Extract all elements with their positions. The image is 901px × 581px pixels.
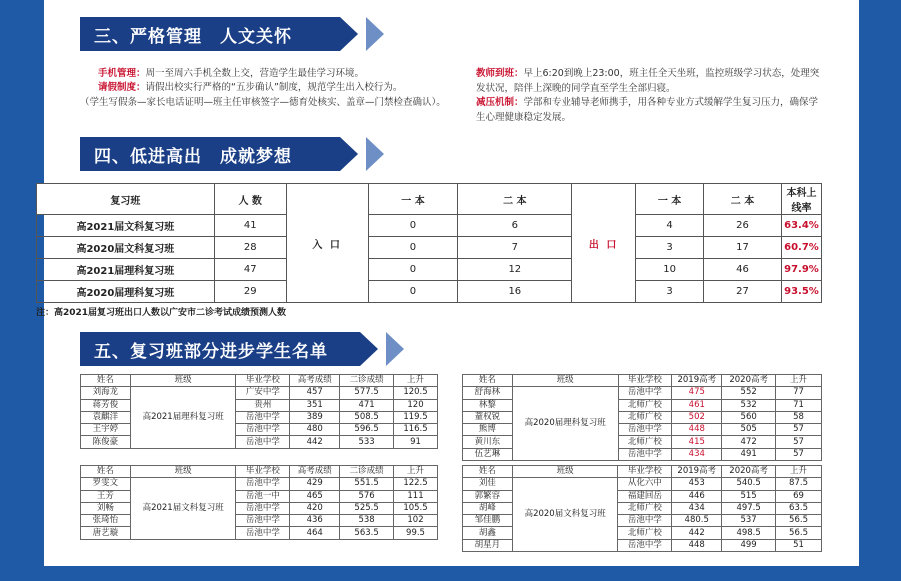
score-a: 448 bbox=[672, 424, 722, 436]
out-tier1: 3 bbox=[636, 281, 704, 303]
student-name: 蕫权锐 bbox=[463, 411, 513, 423]
score-b: 491 bbox=[722, 448, 776, 460]
col-class: 班级 bbox=[512, 375, 618, 387]
pass-rate: 63.4% bbox=[781, 215, 821, 237]
pass-rate: 97.9% bbox=[781, 259, 821, 281]
score-a: 465 bbox=[290, 490, 340, 502]
header-out-tier2: 二 本 bbox=[704, 184, 782, 215]
pass-rate: 93.5% bbox=[781, 281, 821, 303]
school: 岳池中学 bbox=[618, 539, 672, 551]
table-header-row bbox=[37, 184, 822, 215]
score-b: 532 bbox=[722, 399, 776, 411]
table-row bbox=[37, 215, 822, 237]
in-tier1: 0 bbox=[368, 215, 458, 237]
table-header-row bbox=[81, 466, 438, 478]
class-name: 高2020届理科复习班 bbox=[512, 387, 618, 461]
count: 28 bbox=[214, 237, 286, 259]
score-b: 471 bbox=[340, 399, 394, 411]
student-name: 唐艺璇 bbox=[81, 527, 131, 539]
count: 29 bbox=[214, 281, 286, 303]
section-title-4: 四、低进高出 成就梦想 bbox=[80, 137, 340, 171]
student-name: 张琦怡 bbox=[81, 515, 131, 527]
school: 岳池中学 bbox=[618, 515, 672, 527]
leave-policy bbox=[98, 80, 448, 95]
in-tier2: 6 bbox=[458, 215, 572, 237]
table-row bbox=[37, 259, 822, 281]
score-b: 505 bbox=[722, 424, 776, 436]
out-tier2: 27 bbox=[704, 281, 782, 303]
score-a: 429 bbox=[290, 478, 340, 490]
school: 岳池中学 bbox=[236, 515, 290, 527]
col-class: 班级 bbox=[512, 466, 618, 478]
student-name: 胡峰 bbox=[463, 502, 513, 514]
col-name: 姓名 bbox=[463, 466, 513, 478]
section-banner-3 bbox=[80, 17, 340, 51]
school: 岳池中学 bbox=[236, 411, 290, 423]
score-b: 508.5 bbox=[340, 411, 394, 423]
pass-rate: 60.7% bbox=[781, 237, 821, 259]
header-in-tier1: 一 本 bbox=[368, 184, 458, 215]
score-a: 436 bbox=[290, 515, 340, 527]
out-tier1: 4 bbox=[636, 215, 704, 237]
school: 岳池中学 bbox=[618, 424, 672, 436]
school: 岳池中学 bbox=[618, 387, 672, 399]
class-name: 高2021届文科复习班 bbox=[130, 478, 236, 539]
col-name: 姓名 bbox=[81, 375, 131, 387]
score-b: 552 bbox=[722, 387, 776, 399]
table-header-row bbox=[463, 466, 822, 478]
section-banner-5 bbox=[80, 332, 360, 366]
out-tier2: 17 bbox=[704, 237, 782, 259]
table-note: 注：高2021届复习班出口人数以广安市二诊考试成绩预测人数 bbox=[36, 308, 287, 318]
teacher-text: 早上6:20到晚上23:00，班主任全天坐班，监控班级学习状态，处理突发状况，陪伴上深晚的同学直至学生全部归寝。 bbox=[476, 68, 820, 94]
rise: 51 bbox=[776, 539, 822, 551]
school: 北师广校 bbox=[618, 502, 672, 514]
col-erzhen: 二诊成绩 bbox=[340, 466, 394, 478]
rise: 105.5 bbox=[394, 502, 438, 514]
col-2019: 2019高考 bbox=[672, 466, 722, 478]
school: 北师广校 bbox=[618, 411, 672, 423]
score-b: 498.5 bbox=[722, 527, 776, 539]
score-a: 475 bbox=[672, 387, 722, 399]
score-b: 551.5 bbox=[340, 478, 394, 490]
col-name: 姓名 bbox=[463, 375, 513, 387]
score-a: 461 bbox=[672, 399, 722, 411]
leave-text: 请假出校实行严格的“五步确认”制度，规范学生出入校行为。 bbox=[145, 82, 403, 93]
section-banner-4 bbox=[80, 137, 340, 171]
in-tier2: 7 bbox=[458, 237, 572, 259]
rise: 56.5 bbox=[776, 527, 822, 539]
score-a: 442 bbox=[672, 527, 722, 539]
student-name: 郭繁容 bbox=[463, 490, 513, 502]
rise: 71 bbox=[776, 399, 822, 411]
score-a: 464 bbox=[290, 527, 340, 539]
results-table bbox=[36, 183, 822, 303]
rise: 120 bbox=[394, 399, 438, 411]
rise: 63.5 bbox=[776, 502, 822, 514]
student-name: 胡星月 bbox=[463, 539, 513, 551]
section-title-5: 五、复习班部分进步学生名单 bbox=[80, 332, 360, 366]
score-b: 540.5 bbox=[722, 478, 776, 490]
phone-keyword: 手机管理： bbox=[98, 68, 146, 79]
class-name: 高2021届理科复习班 bbox=[37, 259, 215, 281]
school: 岳池中学 bbox=[236, 478, 290, 490]
out-tier1: 10 bbox=[636, 259, 704, 281]
col-school: 毕业学校 bbox=[618, 466, 672, 478]
col-rise: 上升 bbox=[776, 466, 822, 478]
score-a: 434 bbox=[672, 502, 722, 514]
score-b: 538 bbox=[340, 515, 394, 527]
score-a: 446 bbox=[672, 490, 722, 502]
table-row bbox=[463, 478, 822, 490]
table-header-row bbox=[81, 375, 438, 387]
table-2021-science bbox=[80, 374, 438, 449]
student-name: 黄川东 bbox=[463, 436, 513, 448]
col-name: 姓名 bbox=[81, 466, 131, 478]
score-b: 497.5 bbox=[722, 502, 776, 514]
out-tier2: 26 bbox=[704, 215, 782, 237]
teacher-keyword: 教师到班： bbox=[476, 68, 524, 79]
rise: 57 bbox=[776, 436, 822, 448]
exit-label: 出 口 bbox=[572, 184, 636, 303]
score-b: 515 bbox=[722, 490, 776, 502]
phone-policy bbox=[98, 66, 448, 81]
class-name: 高2020届文科复习班 bbox=[37, 237, 215, 259]
rise: 116.5 bbox=[394, 424, 438, 436]
rise: 56.5 bbox=[776, 515, 822, 527]
score-b: 563.5 bbox=[340, 527, 394, 539]
table-2020-science bbox=[462, 374, 822, 461]
header-rate: 本科上线率 bbox=[781, 184, 821, 215]
school: 岳池中学 bbox=[236, 424, 290, 436]
col-2020: 2020高考 bbox=[722, 466, 776, 478]
col-rise: 上升 bbox=[394, 466, 438, 478]
score-a: 453 bbox=[672, 478, 722, 490]
class-name: 高2021届文科复习班 bbox=[37, 215, 215, 237]
score-a: 415 bbox=[672, 436, 722, 448]
leave-keyword: 请假制度： bbox=[98, 82, 146, 93]
col-class: 班级 bbox=[130, 375, 236, 387]
rise: 111 bbox=[394, 490, 438, 502]
student-name: 伍艺琳 bbox=[463, 448, 513, 460]
score-a: 351 bbox=[290, 399, 340, 411]
col-class: 班级 bbox=[130, 466, 236, 478]
col-erzhen: 二诊成绩 bbox=[340, 375, 394, 387]
student-name: 袁麒洋 bbox=[81, 411, 131, 423]
school: 岳池中学 bbox=[236, 436, 290, 448]
header-count: 人 数 bbox=[214, 184, 286, 215]
col-rise: 上升 bbox=[776, 375, 822, 387]
in-tier2: 16 bbox=[458, 281, 572, 303]
school: 北师广校 bbox=[618, 527, 672, 539]
in-tier2: 12 bbox=[458, 259, 572, 281]
score-b: 533 bbox=[340, 436, 394, 448]
rise: 77 bbox=[776, 387, 822, 399]
student-name: 王芳 bbox=[81, 490, 131, 502]
col-2020: 2020高考 bbox=[722, 375, 776, 387]
table-row bbox=[37, 281, 822, 303]
col-school: 毕业学校 bbox=[236, 375, 290, 387]
score-a: 457 bbox=[290, 387, 340, 399]
table-header-row bbox=[463, 375, 822, 387]
out-tier2: 46 bbox=[704, 259, 782, 281]
student-name: 蒋芳俊 bbox=[81, 399, 131, 411]
school: 北师广校 bbox=[618, 436, 672, 448]
table-2021-arts bbox=[80, 465, 438, 540]
score-b: 576 bbox=[340, 490, 394, 502]
class-name: 高2021届理科复习班 bbox=[130, 387, 236, 448]
rise: 57 bbox=[776, 448, 822, 460]
leave-steps: （学生写假条—家长电话证明—班主任审核签字—德育处核实、盖章—门禁检查确认）。 bbox=[80, 97, 446, 108]
score-b: 537 bbox=[722, 515, 776, 527]
score-a: 442 bbox=[290, 436, 340, 448]
student-name: 刘畅 bbox=[81, 502, 131, 514]
student-name: 胡鑫 bbox=[463, 527, 513, 539]
score-b: 577.5 bbox=[340, 387, 394, 399]
rise: 119.5 bbox=[394, 411, 438, 423]
stress-keyword: 减压机制： bbox=[476, 97, 524, 108]
score-b: 472 bbox=[722, 436, 776, 448]
school: 从化六中 bbox=[618, 478, 672, 490]
student-name: 刘佳 bbox=[463, 478, 513, 490]
rise: 122.5 bbox=[394, 478, 438, 490]
section-title-3: 三、严格管理 人文关怀 bbox=[80, 17, 340, 51]
in-tier1: 0 bbox=[368, 259, 458, 281]
score-a: 480 bbox=[290, 424, 340, 436]
school: 北师广校 bbox=[618, 399, 672, 411]
banner-tail-decor bbox=[386, 332, 404, 366]
score-a: 502 bbox=[672, 411, 722, 423]
student-name: 陈俊豪 bbox=[81, 436, 131, 448]
school: 岳池中学 bbox=[618, 448, 672, 460]
col-school: 毕业学校 bbox=[618, 375, 672, 387]
col-2019: 2019高考 bbox=[672, 375, 722, 387]
school: 岳池中学 bbox=[236, 502, 290, 514]
student-name: 刘海龙 bbox=[81, 387, 131, 399]
score-a: 389 bbox=[290, 411, 340, 423]
table-row bbox=[81, 387, 438, 399]
header-out-tier1: 一 本 bbox=[636, 184, 704, 215]
in-tier1: 0 bbox=[368, 281, 458, 303]
banner-tail-decor bbox=[366, 17, 384, 51]
student-name: 邹佳鹏 bbox=[463, 515, 513, 527]
rise: 87.5 bbox=[776, 478, 822, 490]
out-tier1: 3 bbox=[636, 237, 704, 259]
rise: 58 bbox=[776, 411, 822, 423]
class-name: 高2020届文科复习班 bbox=[512, 478, 618, 552]
in-tier1: 0 bbox=[368, 237, 458, 259]
teacher-policy bbox=[476, 66, 826, 96]
student-name: 林黎 bbox=[463, 399, 513, 411]
student-name: 罗雯文 bbox=[81, 478, 131, 490]
school: 福建回岳 bbox=[618, 490, 672, 502]
rise: 102 bbox=[394, 515, 438, 527]
rise: 91 bbox=[394, 436, 438, 448]
score-a: 420 bbox=[290, 502, 340, 514]
phone-text: 周一至周六手机全数上交，营造学生最佳学习环境。 bbox=[145, 68, 365, 79]
table-row bbox=[81, 478, 438, 490]
rise: 99.5 bbox=[394, 527, 438, 539]
rise: 69 bbox=[776, 490, 822, 502]
score-b: 596.5 bbox=[340, 424, 394, 436]
stress-text: 学部和专业辅导老师携手，用各种专业方式缓解学生复习压力，确保学生心理健康稳定发展。 bbox=[476, 97, 819, 123]
student-name: 王宇婷 bbox=[81, 424, 131, 436]
student-name: 舒海林 bbox=[463, 387, 513, 399]
school: 岳池一中 bbox=[236, 490, 290, 502]
col-gaokao: 高考成绩 bbox=[290, 466, 340, 478]
school: 岳池中学 bbox=[236, 527, 290, 539]
class-name: 高2020届理科复习班 bbox=[37, 281, 215, 303]
col-rise: 上升 bbox=[394, 375, 438, 387]
col-school: 毕业学校 bbox=[236, 466, 290, 478]
count: 41 bbox=[214, 215, 286, 237]
score-b: 560 bbox=[722, 411, 776, 423]
score-a: 448 bbox=[672, 539, 722, 551]
rise: 120.5 bbox=[394, 387, 438, 399]
score-a: 434 bbox=[672, 448, 722, 460]
rise: 57 bbox=[776, 424, 822, 436]
table-row bbox=[463, 387, 822, 399]
table-2020-arts bbox=[462, 465, 822, 552]
score-b: 525.5 bbox=[340, 502, 394, 514]
school: 贵州 bbox=[236, 399, 290, 411]
score-a: 480.5 bbox=[672, 515, 722, 527]
score-b: 499 bbox=[722, 539, 776, 551]
table-row bbox=[37, 237, 822, 259]
student-name: 熊博 bbox=[463, 424, 513, 436]
col-gaokao: 高考成绩 bbox=[290, 375, 340, 387]
header-in-tier2: 二 本 bbox=[458, 184, 572, 215]
banner-tail-decor bbox=[366, 137, 384, 171]
header-class: 复习班 bbox=[37, 184, 215, 215]
count: 47 bbox=[214, 259, 286, 281]
stress-policy bbox=[476, 95, 826, 125]
entry-label: 入 口 bbox=[286, 184, 368, 303]
school: 广安中学 bbox=[236, 387, 290, 399]
